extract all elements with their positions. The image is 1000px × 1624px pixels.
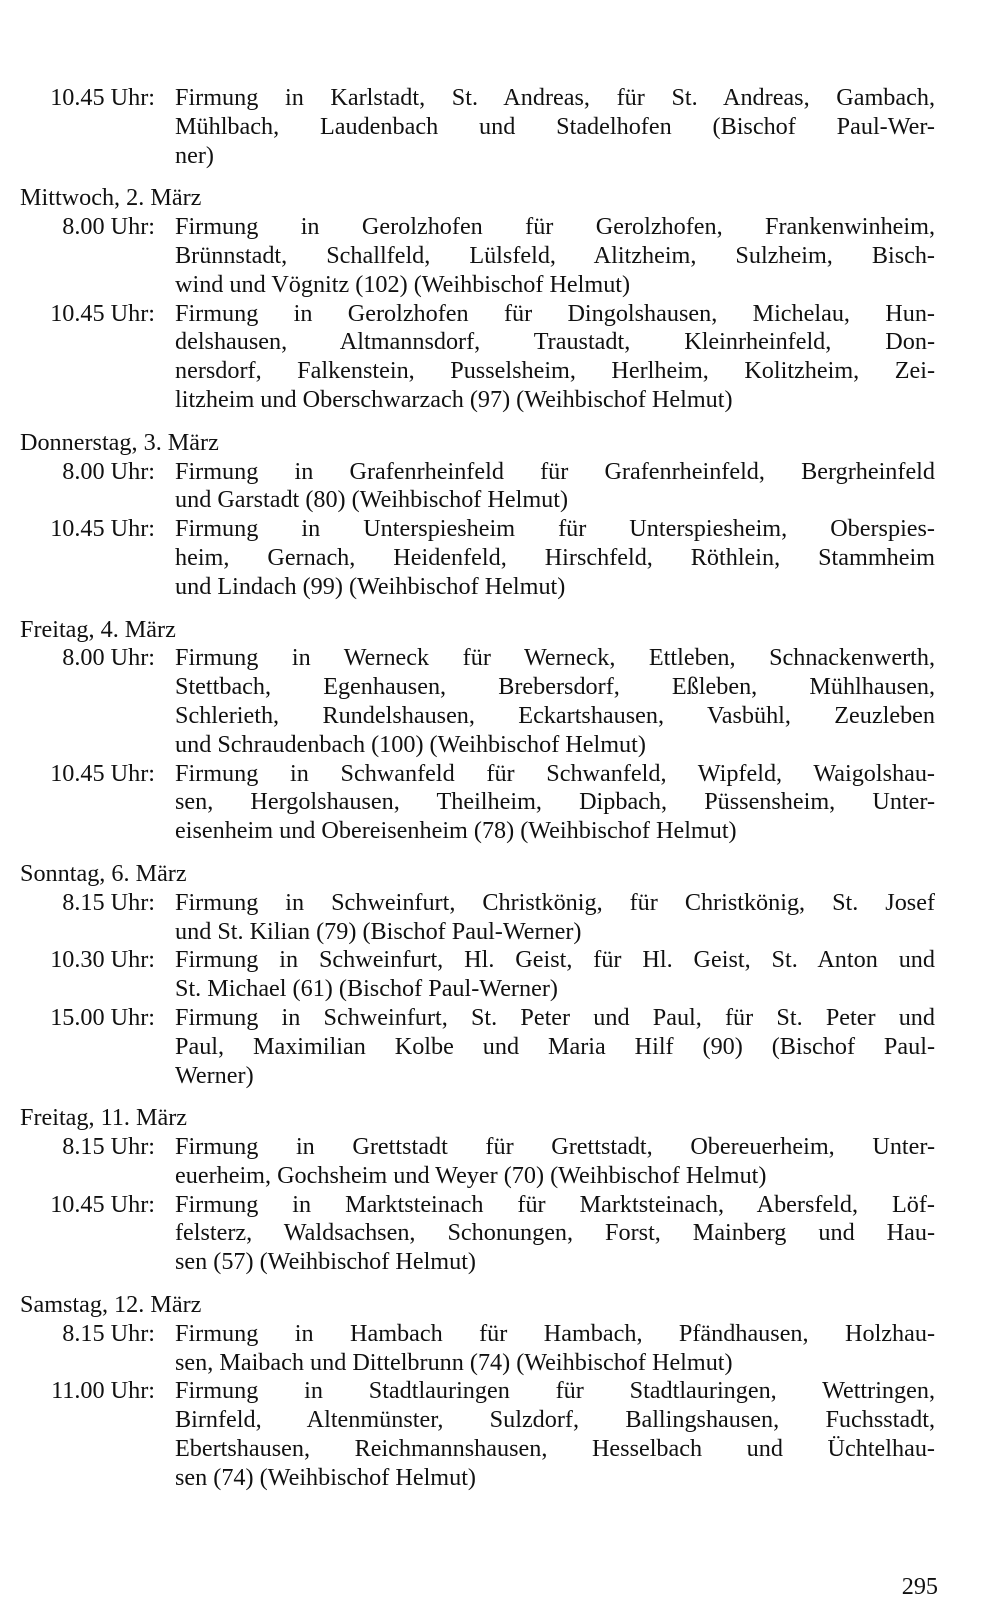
- schedule-entry: [20, 515, 935, 601]
- schedule-entry: [20, 1004, 935, 1090]
- entry-line: Stettbach, Egenhausen, Brebersdorf, Eßleben, Mühlhausen,: [175, 673, 935, 701]
- entry-text: [175, 515, 935, 601]
- entry-time: 10.45 Uhr:: [50, 299, 155, 327]
- day-heading: Freitag, 11. März: [20, 1104, 188, 1132]
- entry-line: Werner): [175, 1061, 254, 1089]
- schedule-entry: [20, 213, 935, 299]
- entry-line: St. Michael (61) (Bischof Paul-Werner): [175, 975, 558, 1003]
- schedule-entry: [20, 1191, 935, 1277]
- entry-line: felsterz, Waldsachsen, Schonungen, Forst, Mainberg und Hau-: [175, 1219, 935, 1247]
- entry-line: delshausen, Altmannsdorf, Traustadt, Kleinrheinfeld, Don-: [175, 328, 935, 356]
- page-number: 295: [901, 1573, 938, 1600]
- entry-line: Firmung in Schweinfurt, St. Peter und Paul, für St. Peter und: [175, 1003, 935, 1031]
- entry-line: nersdorf, Falkenstein, Pusselsheim, Herlheim, Kolitzheim, Zei-: [175, 357, 935, 385]
- entry-line: Firmung in Schwanfeld für Schwanfeld, Wipfeld, Waigolshau-: [175, 759, 935, 787]
- entry-time: 15.00 Uhr:: [50, 1003, 155, 1031]
- entry-time: 8.15 Uhr:: [62, 1133, 155, 1161]
- day-heading: Samstag, 12. März: [20, 1291, 202, 1319]
- entry-time: 11.00 Uhr:: [51, 1377, 155, 1405]
- day-section: [20, 429, 935, 602]
- day-section: [20, 184, 935, 414]
- entry-line: ner): [175, 141, 214, 169]
- entry-time: 8.00 Uhr:: [62, 457, 155, 485]
- entry-text: [175, 84, 935, 170]
- entry-text: [175, 889, 935, 947]
- entry-line: Firmung in Schweinfurt, Christkönig, für Christkönig, St. Josef: [175, 888, 935, 916]
- entry-text: [175, 300, 935, 415]
- day-section: [20, 616, 935, 846]
- schedule-entry: [20, 1133, 935, 1191]
- entry-text: [175, 458, 935, 516]
- entry-line: Firmung in Hambach für Hambach, Pfändhausen, Holzhau-: [175, 1319, 935, 1347]
- entry-time: 10.45 Uhr:: [50, 1190, 155, 1218]
- entry-text: [175, 1191, 935, 1277]
- day-heading: Donnerstag, 3. März: [20, 428, 219, 456]
- day-heading: Mittwoch, 2. März: [20, 184, 202, 212]
- entry-line: Mühlbach, Laudenbach und Stadelhofen (Bischof Paul-Wer-: [175, 112, 935, 140]
- entry-text: [175, 1004, 935, 1090]
- day-section: [20, 1291, 935, 1493]
- entry-line: Firmung in Werneck für Werneck, Ettleben, Schnackenwerth,: [175, 644, 935, 672]
- entry-time: 8.15 Uhr:: [62, 888, 155, 916]
- entry-line: eisenheim und Obereisenheim (78) (Weihbischof Helmut): [175, 817, 737, 845]
- entry-time: 8.15 Uhr:: [62, 1319, 155, 1347]
- day-section: [20, 860, 935, 1090]
- entry-line: sen (74) (Weihbischof Helmut): [175, 1463, 476, 1491]
- entry-line: sen (57) (Weihbischof Helmut): [175, 1248, 476, 1276]
- day-section: [20, 1104, 935, 1277]
- entry-time: 10.45 Uhr:: [50, 759, 155, 787]
- entry-line: Schlerieth, Rundelshausen, Eckartshausen, Vasbühl, Zeuzleben: [175, 701, 935, 729]
- schedule-entry: [20, 84, 935, 170]
- schedule-entry: [20, 300, 935, 415]
- entry-time: 10.45 Uhr:: [50, 515, 155, 543]
- entry-time: 10.45 Uhr:: [50, 84, 155, 111]
- entry-line: Firmung in Grettstadt für Grettstadt, Obereuerheim, Unter-: [175, 1133, 935, 1161]
- entry-line: und St. Kilian (79) (Bischof Paul-Werner): [175, 917, 582, 945]
- schedule-page: [20, 84, 935, 1493]
- entry-line: Firmung in Stadtlauringen für Stadtlauringen, Wettringen,: [175, 1377, 935, 1405]
- schedule-entry: [20, 1320, 935, 1378]
- entry-line: und Schraudenbach (100) (Weihbischof Helmut): [175, 730, 646, 758]
- entry-line: Birnfeld, Altenmünster, Sulzdorf, Ballingshausen, Fuchsstadt,: [175, 1406, 935, 1434]
- entry-line: Ebertshausen, Reichmannshausen, Hesselbach und Üchtelhau-: [175, 1435, 935, 1463]
- entry-line: Paul, Maximilian Kolbe und Maria Hilf (90) (Bischof Paul-: [175, 1032, 935, 1060]
- entry-text: [175, 644, 935, 759]
- schedule-entry: [20, 1377, 935, 1492]
- entry-line: heim, Gernach, Heidenfeld, Hirschfeld, Röthlein, Stammheim: [175, 543, 935, 571]
- schedule-entry: [20, 760, 935, 846]
- entry-line: Firmung in Marktsteinach für Marktsteinach, Abersfeld, Löf-: [175, 1190, 935, 1218]
- schedule-entry: [20, 946, 935, 1004]
- entry-line: Firmung in Gerolzhofen für Dingolshausen, Michelau, Hun-: [175, 299, 935, 327]
- day-heading: Freitag, 4. März: [20, 615, 176, 643]
- entry-text: [175, 213, 935, 299]
- entry-line: Firmung in Schweinfurt, Hl. Geist, für Hl. Geist, St. Anton und: [175, 946, 935, 974]
- entry-line: Firmung in Grafenrheinfeld für Grafenrheinfeld, Bergrheinfeld: [175, 457, 935, 485]
- entry-line: litzheim und Oberschwarzach (97) (Weihbischof Helmut): [175, 385, 733, 413]
- entry-line: Firmung in Unterspiesheim für Unterspiesheim, Oberspies-: [175, 515, 935, 543]
- entry-line: wind und Vögnitz (102) (Weihbischof Helmut): [175, 270, 631, 298]
- entry-line: Firmung in Gerolzhofen für Gerolzhofen, Frankenwinheim,: [175, 213, 935, 241]
- entry-text: [175, 1377, 935, 1492]
- schedule-entry: [20, 889, 935, 947]
- entry-line: und Garstadt (80) (Weihbischof Helmut): [175, 486, 569, 514]
- schedule-entry: [20, 458, 935, 516]
- entry-text: [175, 1320, 935, 1378]
- entry-line: Firmung in Karlstadt, St. Andreas, für St. Andreas, Gambach,: [175, 84, 935, 111]
- schedule-entry: [20, 644, 935, 759]
- day-heading: Sonntag, 6. März: [20, 859, 187, 887]
- entry-time: 8.00 Uhr:: [62, 644, 155, 672]
- entry-line: Brünnstadt, Schallfeld, Lülsfeld, Alitzheim, Sulzheim, Bisch-: [175, 241, 935, 269]
- entry-line: sen, Hergolshausen, Theilheim, Dipbach, Püssensheim, Unter-: [175, 788, 935, 816]
- entry-time: 8.00 Uhr:: [62, 213, 155, 241]
- entry-text: [175, 1133, 935, 1191]
- entry-text: [175, 946, 935, 1004]
- entry-line: euerheim, Gochsheim und Weyer (70) (Weihbischof Helmut): [175, 1161, 767, 1189]
- entry-line: sen, Maibach und Dittelbrunn (74) (Weihbischof Helmut): [175, 1348, 733, 1376]
- entry-line: und Lindach (99) (Weihbischof Helmut): [175, 572, 566, 600]
- entry-text: [175, 760, 935, 846]
- entry-time: 10.30 Uhr:: [50, 946, 155, 974]
